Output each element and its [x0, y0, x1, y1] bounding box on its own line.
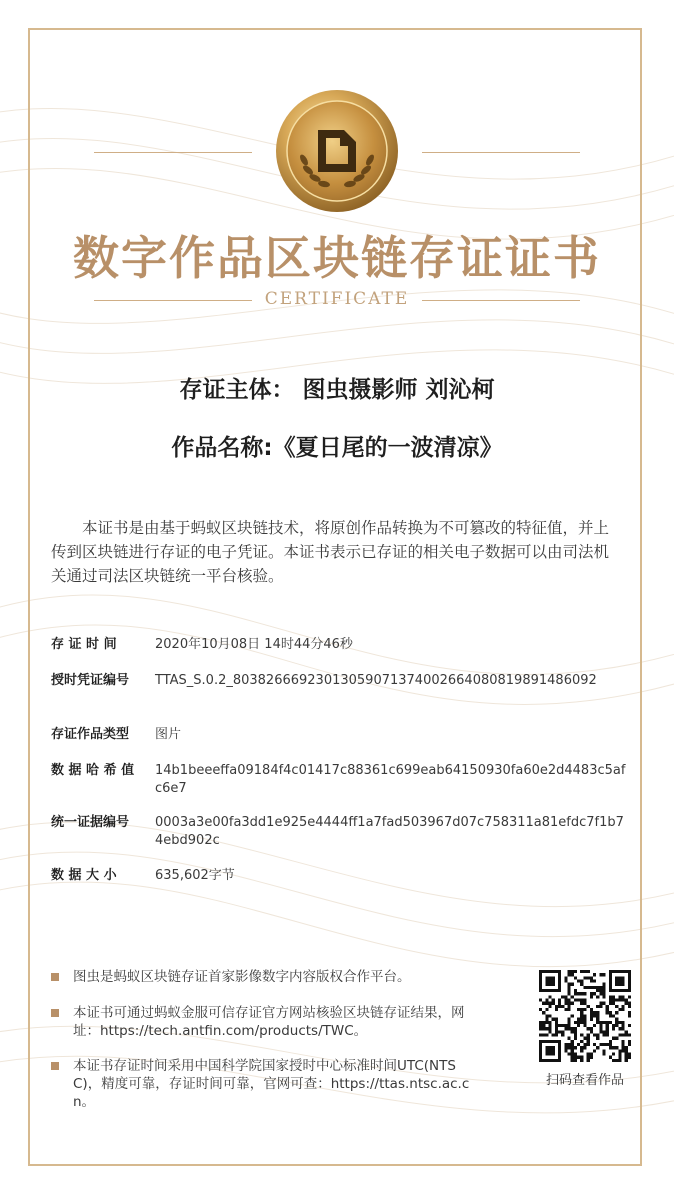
field-label: 授时凭证编号 — [51, 673, 130, 688]
field-value: 0003a3e00fa3dd1e925e4444ff1a7fad503967d07c758311a81efdc7f1b74ebd902c — [155, 815, 624, 848]
field-label: 统一证据编号 — [51, 815, 130, 830]
certificate-intro: 本证书是由基于蚂蚁区块链技术，将原创作品转换为不可篡改的特征值，并上传到区块链进行存证的电子凭证。本证书表示已存证的相关电子数据可以由司法机关通过司法区块链统一平台核验。 — [51, 519, 610, 585]
field-label: 数 据 哈 希 值 — [51, 763, 135, 778]
field-value: 635,602字节 — [155, 868, 235, 883]
field-value: TTAS_S.0.2_80382666923013059071374002664080819891486092 — [155, 673, 597, 688]
field-label: 存证作品类型 — [51, 727, 130, 742]
note-item — [51, 1057, 481, 1111]
field-value: 2020年10月08日 14时44分46秒 — [155, 637, 353, 652]
note-text: 本证书存证时间采用中国科学院国家授时中心标准时间UTC(NTSC)，精度可靠，存证时间可靠，官网可查：https://ttas.ntsc.ac.cn。 — [73, 1058, 470, 1110]
qr-code-icon[interactable] — [539, 970, 631, 1062]
work-name-line: 作品名称:《夏日尾的一波清凉》 — [171, 435, 503, 461]
field-label: 数 据 大 小 — [51, 868, 117, 883]
certificate-title: 数字作品区块链存证证书 — [73, 231, 601, 285]
gold-medal-seal-icon — [274, 88, 400, 214]
note-item — [51, 1004, 481, 1040]
note-item — [51, 968, 481, 986]
square-bullet-icon — [51, 1009, 59, 1017]
field-value: 14b1beeeffa09184f4c01417c88361c699eab64150930fa60e2d4483c5afc6e7 — [155, 763, 626, 796]
qr-caption: 扫码查看作品 — [545, 1073, 624, 1088]
title-rule-right — [422, 152, 580, 153]
owner-line: 存证主体： 图虫摄影师 刘沁柯 — [179, 377, 495, 403]
title-rule-left — [94, 152, 252, 153]
square-bullet-icon — [51, 1062, 59, 1070]
certificate-subtitle: CERTIFICATE — [264, 289, 410, 309]
square-bullet-icon — [51, 973, 59, 981]
field-label: 存 证 时 间 — [51, 637, 117, 652]
field-value: 图片 — [155, 727, 182, 742]
note-text: 图虫是蚂蚁区块链存证首家影像数字内容版权合作平台。 — [73, 969, 411, 985]
subtitle-rule-right — [422, 300, 580, 301]
note-text: 本证书可通过蚂蚁金服可信存证官方网站核验区块链存证结果，网址：https://tech.antfin.com/products/TWC。 — [73, 1005, 465, 1039]
